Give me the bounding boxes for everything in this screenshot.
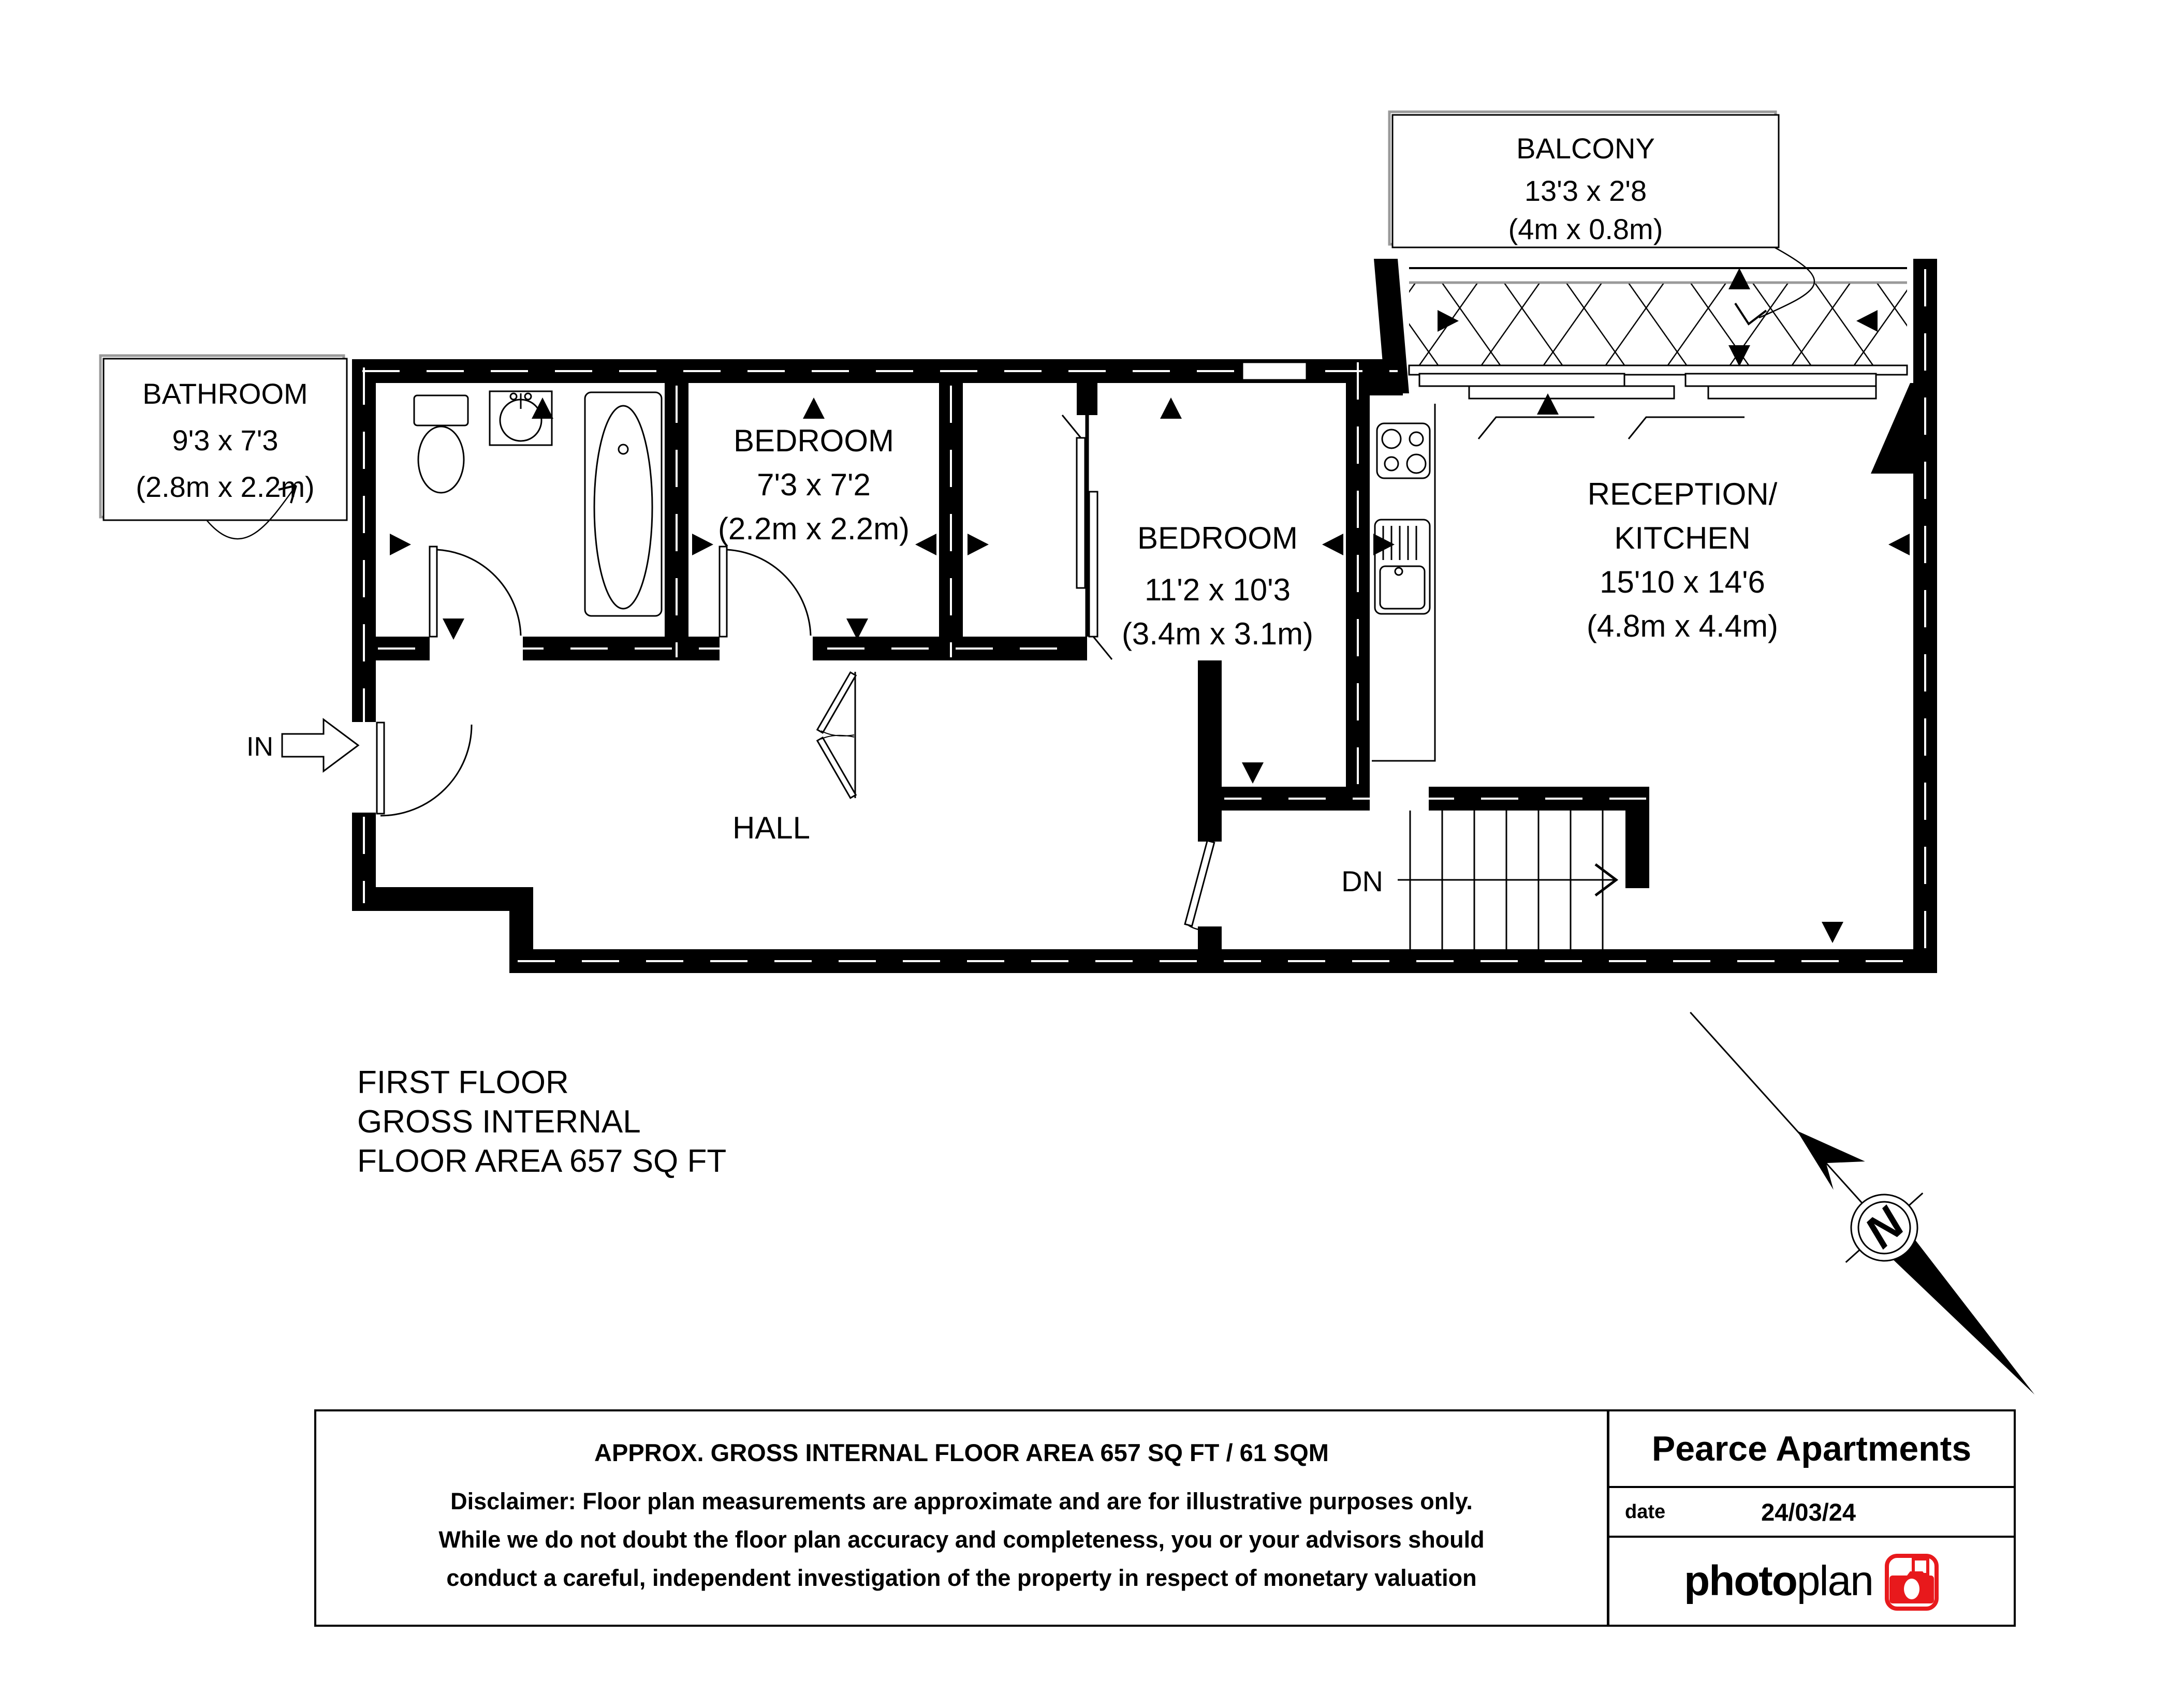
bathroom-label-box: [100, 356, 347, 539]
doors: [377, 383, 1215, 930]
balcony-label: BALCONY: [1516, 132, 1655, 165]
bathtub-icon: [585, 392, 662, 616]
balcony-lattice: [1409, 284, 1907, 365]
dn-label: DN: [1341, 865, 1383, 897]
bathroom-metric: (2.8m x 2.2m): [136, 470, 315, 503]
logo-text-light: plan: [1796, 1557, 1873, 1604]
bedroom2-label: BEDROOM: [1137, 521, 1298, 555]
date-value: 24/03/24: [1761, 1498, 1856, 1526]
disclaimer-box: [314, 1409, 1609, 1627]
balcony-dims: 13'3 x 2'8: [1524, 174, 1647, 207]
title-box: [1607, 1409, 2016, 1627]
toilet-icon: [414, 395, 468, 493]
property-name: Pearce Apartments: [1609, 1411, 2014, 1488]
footer-heading: APPROX. GROSS INTERNAL FLOOR AREA 657 SQ FT / 61 SQM: [594, 1439, 1329, 1466]
bedroom2-dims: 11'2 x 10'3: [1144, 572, 1291, 607]
window: [1242, 362, 1307, 380]
stairs: [1398, 811, 1616, 949]
bedroom1-dims: 7'3 x 7'2: [757, 467, 871, 502]
disclaimer-line: conduct a careful, independent investigation of the property in respect of monetary valuation: [446, 1565, 1477, 1591]
area-note-line1: FIRST FLOOR: [357, 1065, 569, 1100]
sink-icon: [1375, 520, 1430, 614]
balcony-metric: (4m x 0.8m): [1508, 213, 1663, 245]
hob-icon: [1377, 423, 1430, 478]
date-row: [1609, 1488, 2014, 1538]
bedroom1-label: BEDROOM: [733, 423, 895, 458]
north-compass-icon: [1652, 978, 2073, 1430]
bathroom-fixtures: [414, 391, 662, 616]
reception-label-2: KITCHEN: [1614, 521, 1751, 555]
balcony: [1409, 268, 1907, 439]
disclaimer-line: While we do not doubt the floor plan accuracy and completeness, you or your advisors should: [438, 1526, 1485, 1553]
north-label: N: [1854, 1197, 1914, 1258]
photoplan-logo: [1684, 1557, 1873, 1606]
in-label: IN: [246, 732, 273, 762]
balcony-sliding-doors: [1409, 365, 1907, 399]
kitchen-fixtures: [1372, 404, 1435, 761]
bedroom2-metric: (3.4m x 3.1m): [1121, 616, 1314, 651]
bedroom1-metric: (2.2m x 2.2m): [717, 511, 910, 546]
logo-row: [1609, 1538, 2014, 1625]
area-note-line3: FLOOR AREA 657 SQ FT: [357, 1143, 727, 1179]
reception-metric: (4.8m x 4.4m): [1586, 609, 1779, 643]
bathroom-dims: 9'3 x 7'3: [172, 424, 279, 457]
reception-label-1: RECEPTION/: [1587, 477, 1778, 511]
area-note: [357, 1065, 726, 1179]
reception-dims: 15'10 x 14'6: [1600, 565, 1765, 599]
disclaimer-line: Disclaimer: Floor plan measurements are approximate and are for illustrative purposes only.: [450, 1488, 1473, 1514]
in-arrow-icon: [282, 719, 358, 771]
date-label: date: [1625, 1500, 1666, 1523]
door-swing-ticks: [1478, 417, 1745, 439]
area-note-line2: GROSS INTERNAL: [357, 1104, 641, 1140]
hall-label: HALL: [732, 811, 811, 845]
bathroom-label: BATHROOM: [142, 377, 308, 410]
logo-text-bold: photo: [1684, 1557, 1797, 1604]
camera-icon: [1884, 1552, 1939, 1611]
